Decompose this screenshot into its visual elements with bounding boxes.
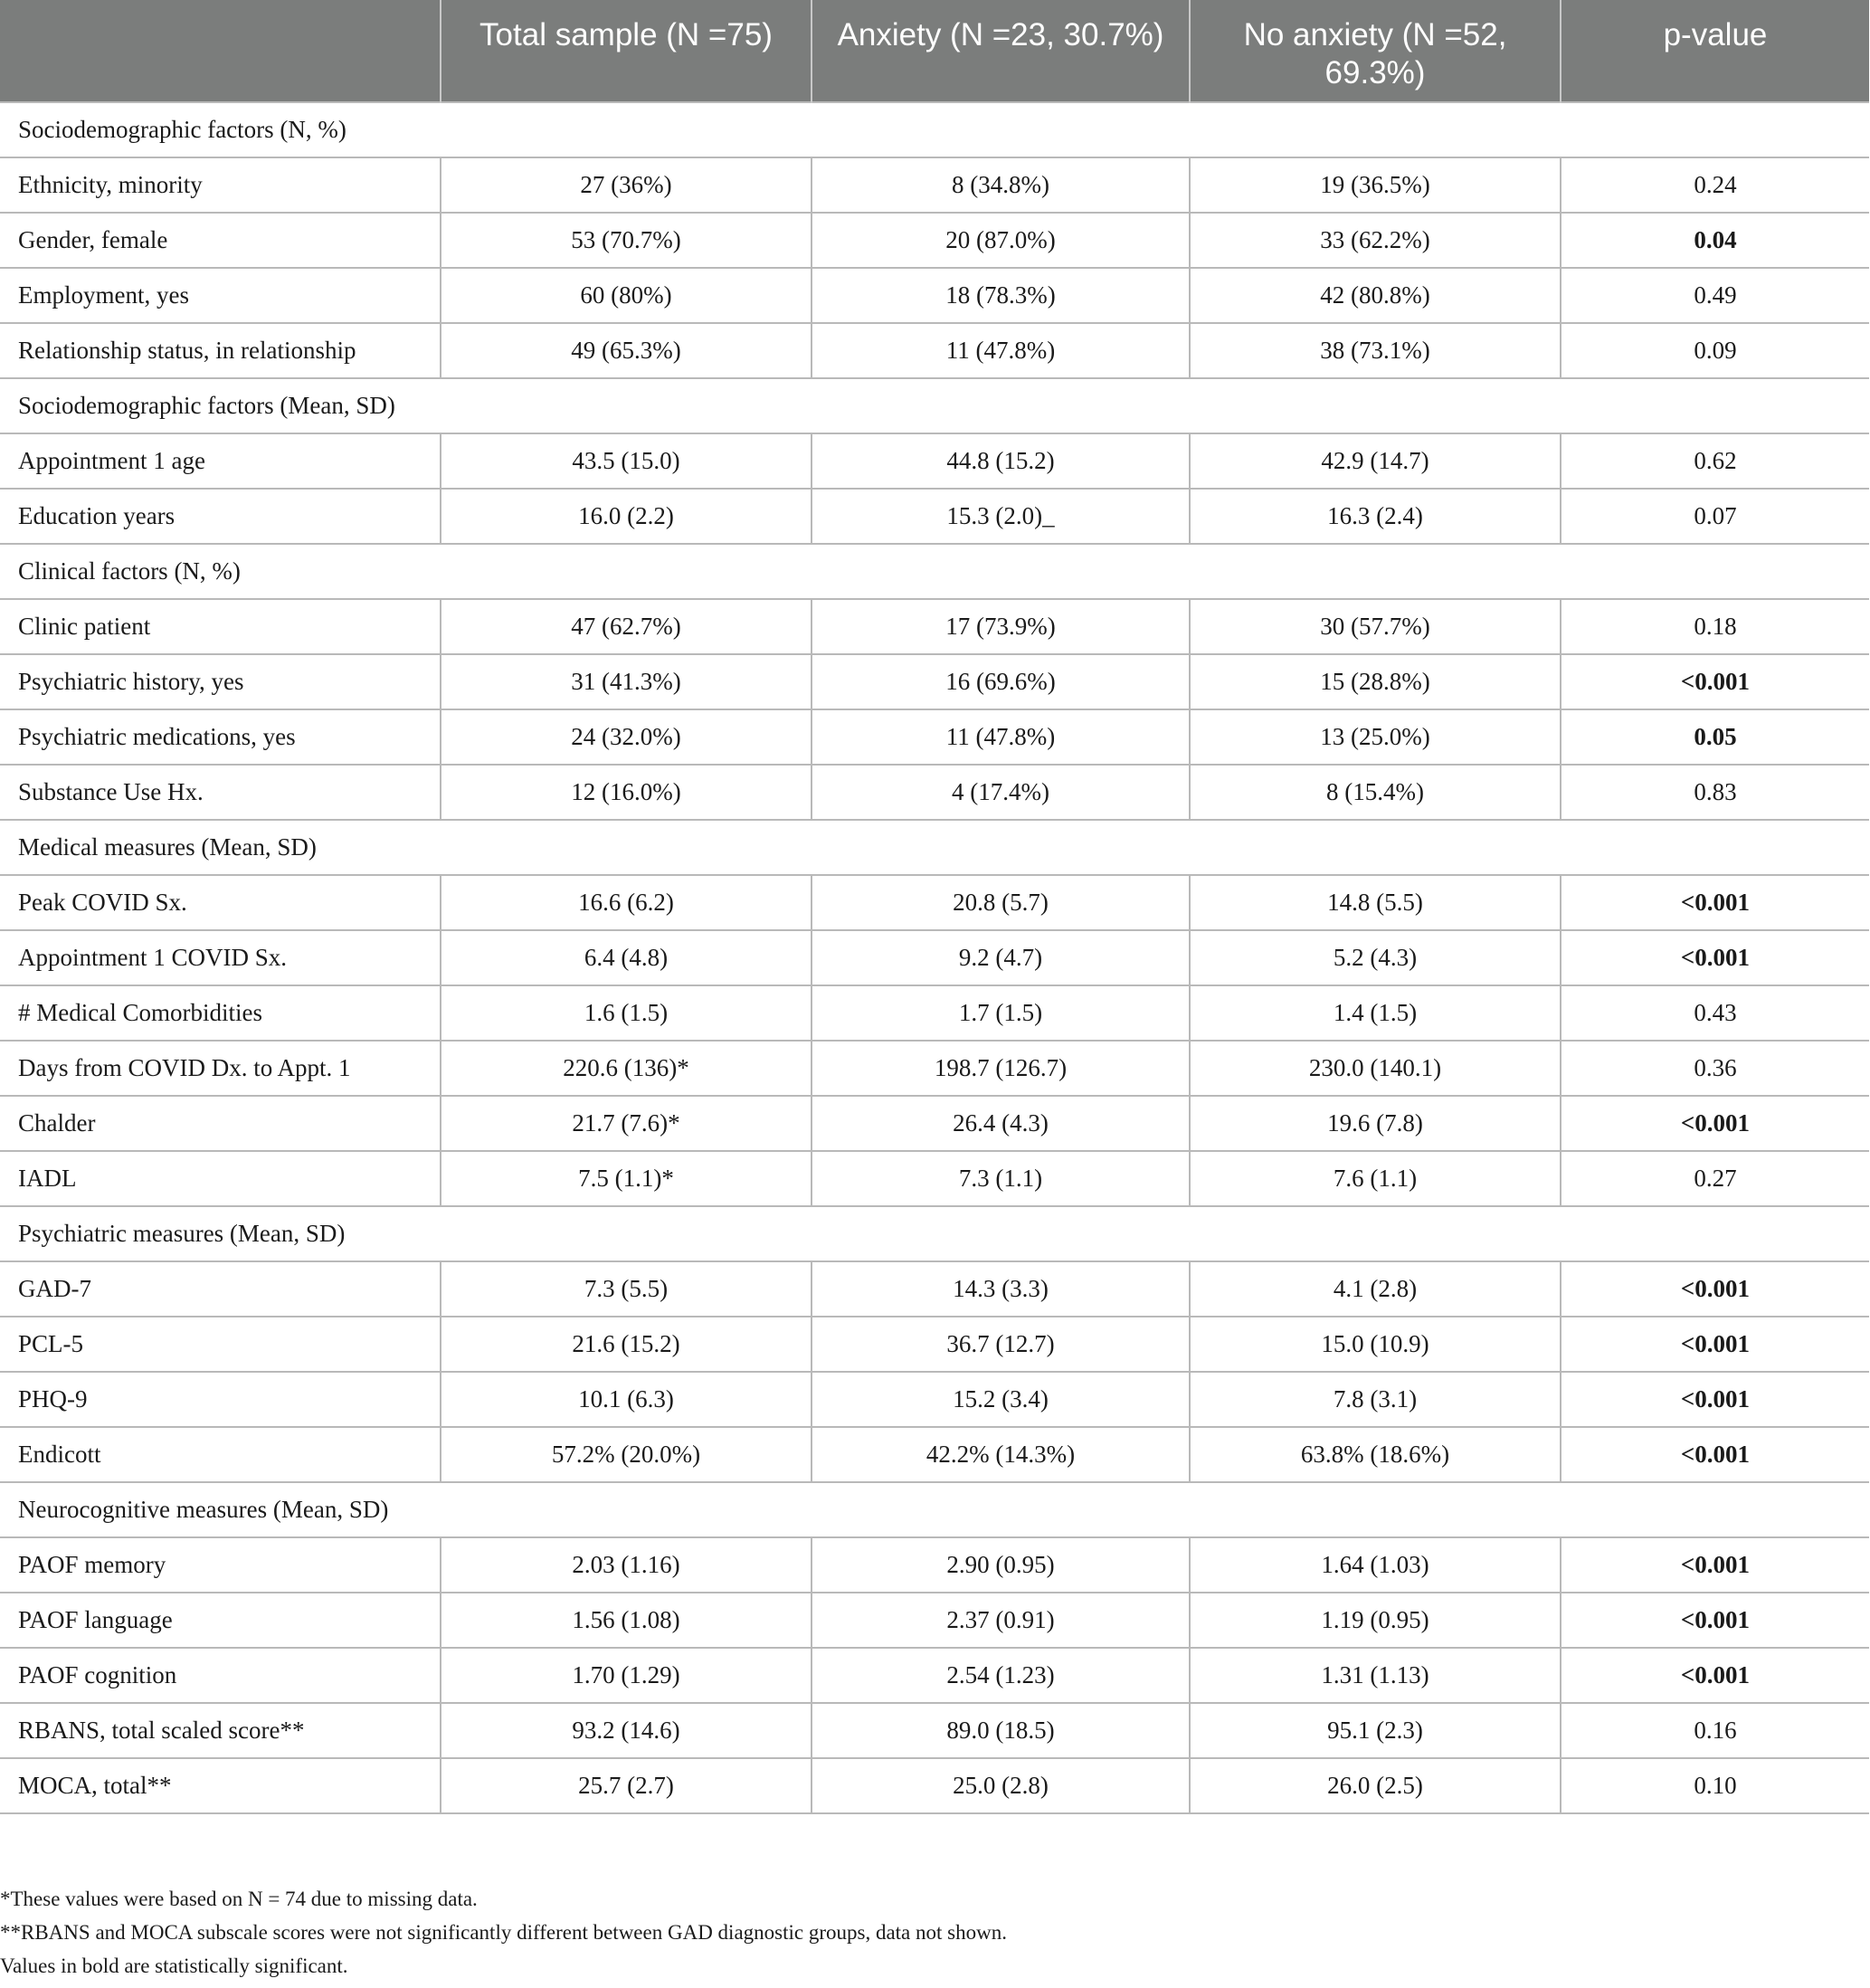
table-row — [0, 489, 1869, 544]
section-heading: Medical measures (Mean, SD) — [0, 820, 1869, 875]
table-row — [0, 1537, 1869, 1593]
anxiety-cell: 42.2% (14.3%) — [812, 1427, 1190, 1482]
anxiety-cell: 4 (17.4%) — [812, 765, 1190, 820]
p-value-cell: <0.001 — [1561, 875, 1869, 930]
row-label: Psychiatric medications, yes — [0, 709, 441, 765]
total-sample-cell: 220.6 (136)* — [441, 1041, 812, 1096]
no-anxiety-cell: 33 (62.2%) — [1190, 213, 1561, 268]
table-row — [0, 323, 1869, 378]
p-value-cell: 0.05 — [1561, 709, 1869, 765]
no-anxiety-cell: 1.19 (0.95) — [1190, 1593, 1561, 1648]
no-anxiety-cell: 1.31 (1.13) — [1190, 1648, 1561, 1703]
no-anxiety-cell: 42 (80.8%) — [1190, 268, 1561, 323]
anxiety-cell: 2.54 (1.23) — [812, 1648, 1190, 1703]
no-anxiety-cell: 15 (28.8%) — [1190, 654, 1561, 709]
table-row — [0, 268, 1869, 323]
total-sample-cell: 53 (70.7%) — [441, 213, 812, 268]
anxiety-cell: 2.90 (0.95) — [812, 1537, 1190, 1593]
anxiety-cell: 15.3 (2.0)_ — [812, 489, 1190, 544]
section-row — [0, 1482, 1869, 1537]
section-heading: Neurocognitive measures (Mean, SD) — [0, 1482, 1869, 1537]
anxiety-cell: 11 (47.8%) — [812, 709, 1190, 765]
table-header — [0, 0, 1869, 102]
section-row — [0, 820, 1869, 875]
row-label: Appointment 1 age — [0, 433, 441, 489]
no-anxiety-cell: 13 (25.0%) — [1190, 709, 1561, 765]
no-anxiety-cell: 63.8% (18.6%) — [1190, 1427, 1561, 1482]
row-label: Clinic patient — [0, 599, 441, 654]
table-body — [0, 102, 1869, 1813]
p-value-cell: <0.001 — [1561, 654, 1869, 709]
p-value-cell: <0.001 — [1561, 1537, 1869, 1593]
total-sample-cell: 1.70 (1.29) — [441, 1648, 812, 1703]
total-sample-cell: 7.3 (5.5) — [441, 1261, 812, 1317]
section-heading: Sociodemographic factors (N, %) — [0, 102, 1869, 157]
header-total-sample: Total sample (N =75) — [441, 0, 812, 102]
table-row — [0, 765, 1869, 820]
table-row — [0, 1096, 1869, 1151]
table-row — [0, 1372, 1869, 1427]
anxiety-cell: 9.2 (4.7) — [812, 930, 1190, 985]
row-label: Education years — [0, 489, 441, 544]
row-label: PCL-5 — [0, 1317, 441, 1372]
p-value-cell: <0.001 — [1561, 1317, 1869, 1372]
section-row — [0, 544, 1869, 599]
total-sample-cell: 93.2 (14.6) — [441, 1703, 812, 1758]
row-label: IADL — [0, 1151, 441, 1206]
anxiety-cell: 26.4 (4.3) — [812, 1096, 1190, 1151]
no-anxiety-cell: 30 (57.7%) — [1190, 599, 1561, 654]
table-row — [0, 1261, 1869, 1317]
total-sample-cell: 24 (32.0%) — [441, 709, 812, 765]
footnote-subscale: **RBANS and MOCA subscale scores were not significantly different between GAD diagnostic groups, data not shown. — [0, 1921, 1007, 1944]
row-label: RBANS, total scaled score** — [0, 1703, 441, 1758]
table-row — [0, 1758, 1869, 1813]
table-row — [0, 213, 1869, 268]
row-label: Chalder — [0, 1096, 441, 1151]
no-anxiety-cell: 16.3 (2.4) — [1190, 489, 1561, 544]
section-row — [0, 378, 1869, 433]
anxiety-cell: 198.7 (126.7) — [812, 1041, 1190, 1096]
header-blank — [0, 0, 441, 102]
row-label: # Medical Comorbidities — [0, 985, 441, 1041]
p-value-cell: <0.001 — [1561, 1096, 1869, 1151]
row-label: Substance Use Hx. — [0, 765, 441, 820]
anxiety-cell: 2.37 (0.91) — [812, 1593, 1190, 1648]
no-anxiety-cell: 7.8 (3.1) — [1190, 1372, 1561, 1427]
row-label: Days from COVID Dx. to Appt. 1 — [0, 1041, 441, 1096]
anxiety-cell: 14.3 (3.3) — [812, 1261, 1190, 1317]
row-label: MOCA, total** — [0, 1758, 441, 1813]
p-value-cell: 0.10 — [1561, 1758, 1869, 1813]
section-heading: Sociodemographic factors (Mean, SD) — [0, 378, 1869, 433]
row-label: Peak COVID Sx. — [0, 875, 441, 930]
table-row — [0, 1151, 1869, 1206]
section-row — [0, 1206, 1869, 1261]
total-sample-cell: 16.0 (2.2) — [441, 489, 812, 544]
p-value-cell: 0.04 — [1561, 213, 1869, 268]
total-sample-cell: 25.7 (2.7) — [441, 1758, 812, 1813]
p-value-cell: 0.24 — [1561, 157, 1869, 213]
table-row — [0, 875, 1869, 930]
total-sample-cell: 7.5 (1.1)* — [441, 1151, 812, 1206]
no-anxiety-cell: 7.6 (1.1) — [1190, 1151, 1561, 1206]
table-row — [0, 599, 1869, 654]
total-sample-cell: 49 (65.3%) — [441, 323, 812, 378]
p-value-cell: <0.001 — [1561, 1648, 1869, 1703]
total-sample-cell: 6.4 (4.8) — [441, 930, 812, 985]
anxiety-cell: 44.8 (15.2) — [812, 433, 1190, 489]
footnote-bold: Values in bold are statistically significant. — [0, 1955, 348, 1977]
p-value-cell: <0.001 — [1561, 1372, 1869, 1427]
row-label: PAOF cognition — [0, 1648, 441, 1703]
anxiety-cell: 36.7 (12.7) — [812, 1317, 1190, 1372]
no-anxiety-cell: 4.1 (2.8) — [1190, 1261, 1561, 1317]
total-sample-cell: 16.6 (6.2) — [441, 875, 812, 930]
header-no-anxiety: No anxiety (N =52, 69.3%) — [1190, 0, 1561, 102]
anxiety-cell: 25.0 (2.8) — [812, 1758, 1190, 1813]
total-sample-cell: 10.1 (6.3) — [441, 1372, 812, 1427]
row-label: PHQ-9 — [0, 1372, 441, 1427]
p-value-cell: 0.36 — [1561, 1041, 1869, 1096]
total-sample-cell: 31 (41.3%) — [441, 654, 812, 709]
row-label: PAOF language — [0, 1593, 441, 1648]
anxiety-cell: 11 (47.8%) — [812, 323, 1190, 378]
section-row — [0, 102, 1869, 157]
total-sample-cell: 1.6 (1.5) — [441, 985, 812, 1041]
header-row — [0, 0, 1869, 102]
row-label: Endicott — [0, 1427, 441, 1482]
p-value-cell: 0.83 — [1561, 765, 1869, 820]
row-label: PAOF memory — [0, 1537, 441, 1593]
table-row — [0, 1593, 1869, 1648]
row-label: Gender, female — [0, 213, 441, 268]
row-label: GAD-7 — [0, 1261, 441, 1317]
anxiety-cell: 20 (87.0%) — [812, 213, 1190, 268]
anxiety-cell: 1.7 (1.5) — [812, 985, 1190, 1041]
table-row — [0, 1703, 1869, 1758]
row-label: Psychiatric history, yes — [0, 654, 441, 709]
p-value-cell: 0.62 — [1561, 433, 1869, 489]
table-row — [0, 433, 1869, 489]
table-row — [0, 709, 1869, 765]
anxiety-cell: 20.8 (5.7) — [812, 875, 1190, 930]
total-sample-cell: 21.7 (7.6)* — [441, 1096, 812, 1151]
p-value-cell: 0.18 — [1561, 599, 1869, 654]
total-sample-cell: 12 (16.0%) — [441, 765, 812, 820]
no-anxiety-cell: 42.9 (14.7) — [1190, 433, 1561, 489]
total-sample-cell: 43.5 (15.0) — [441, 433, 812, 489]
footnote-missing-data: *These values were based on N = 74 due to missing data. — [0, 1888, 478, 1910]
row-label: Relationship status, in relationship — [0, 323, 441, 378]
anxiety-cell: 15.2 (3.4) — [812, 1372, 1190, 1427]
anxiety-cell: 16 (69.6%) — [812, 654, 1190, 709]
footnotes — [0, 1882, 1007, 1983]
table-row — [0, 1317, 1869, 1372]
anxiety-cell: 18 (78.3%) — [812, 268, 1190, 323]
p-value-cell: <0.001 — [1561, 930, 1869, 985]
no-anxiety-cell: 1.4 (1.5) — [1190, 985, 1561, 1041]
total-sample-cell: 1.56 (1.08) — [441, 1593, 812, 1648]
no-anxiety-cell: 230.0 (140.1) — [1190, 1041, 1561, 1096]
no-anxiety-cell: 95.1 (2.3) — [1190, 1703, 1561, 1758]
p-value-cell: <0.001 — [1561, 1593, 1869, 1648]
section-heading: Psychiatric measures (Mean, SD) — [0, 1206, 1869, 1261]
p-value-cell: 0.27 — [1561, 1151, 1869, 1206]
total-sample-cell: 27 (36%) — [441, 157, 812, 213]
anxiety-cell: 89.0 (18.5) — [812, 1703, 1190, 1758]
row-label: Employment, yes — [0, 268, 441, 323]
p-value-cell: <0.001 — [1561, 1261, 1869, 1317]
no-anxiety-cell: 5.2 (4.3) — [1190, 930, 1561, 985]
anxiety-cell: 17 (73.9%) — [812, 599, 1190, 654]
no-anxiety-cell: 15.0 (10.9) — [1190, 1317, 1561, 1372]
row-label: Appointment 1 COVID Sx. — [0, 930, 441, 985]
no-anxiety-cell: 19 (36.5%) — [1190, 157, 1561, 213]
total-sample-cell: 57.2% (20.0%) — [441, 1427, 812, 1482]
table-row — [0, 1041, 1869, 1096]
p-value-cell: 0.43 — [1561, 985, 1869, 1041]
p-value-cell: <0.001 — [1561, 1427, 1869, 1482]
total-sample-cell: 47 (62.7%) — [441, 599, 812, 654]
table-row — [0, 930, 1869, 985]
total-sample-cell: 60 (80%) — [441, 268, 812, 323]
no-anxiety-cell: 26.0 (2.5) — [1190, 1758, 1561, 1813]
total-sample-cell: 21.6 (15.2) — [441, 1317, 812, 1372]
table-row — [0, 157, 1869, 213]
section-heading: Clinical factors (N, %) — [0, 544, 1869, 599]
no-anxiety-cell: 14.8 (5.5) — [1190, 875, 1561, 930]
header-anxiety: Anxiety (N =23, 30.7%) — [812, 0, 1190, 102]
header-p-value: p-value — [1561, 0, 1869, 102]
total-sample-cell: 2.03 (1.16) — [441, 1537, 812, 1593]
table-row — [0, 985, 1869, 1041]
anxiety-cell: 8 (34.8%) — [812, 157, 1190, 213]
table-row — [0, 1648, 1869, 1703]
no-anxiety-cell: 19.6 (7.8) — [1190, 1096, 1561, 1151]
no-anxiety-cell: 1.64 (1.03) — [1190, 1537, 1561, 1593]
p-value-cell: 0.07 — [1561, 489, 1869, 544]
p-value-cell: 0.16 — [1561, 1703, 1869, 1758]
p-value-cell: 0.49 — [1561, 268, 1869, 323]
row-label: Ethnicity, minority — [0, 157, 441, 213]
table-row — [0, 1427, 1869, 1482]
p-value-cell: 0.09 — [1561, 323, 1869, 378]
no-anxiety-cell: 38 (73.1%) — [1190, 323, 1561, 378]
table-row — [0, 654, 1869, 709]
no-anxiety-cell: 8 (15.4%) — [1190, 765, 1561, 820]
anxiety-cell: 7.3 (1.1) — [812, 1151, 1190, 1206]
